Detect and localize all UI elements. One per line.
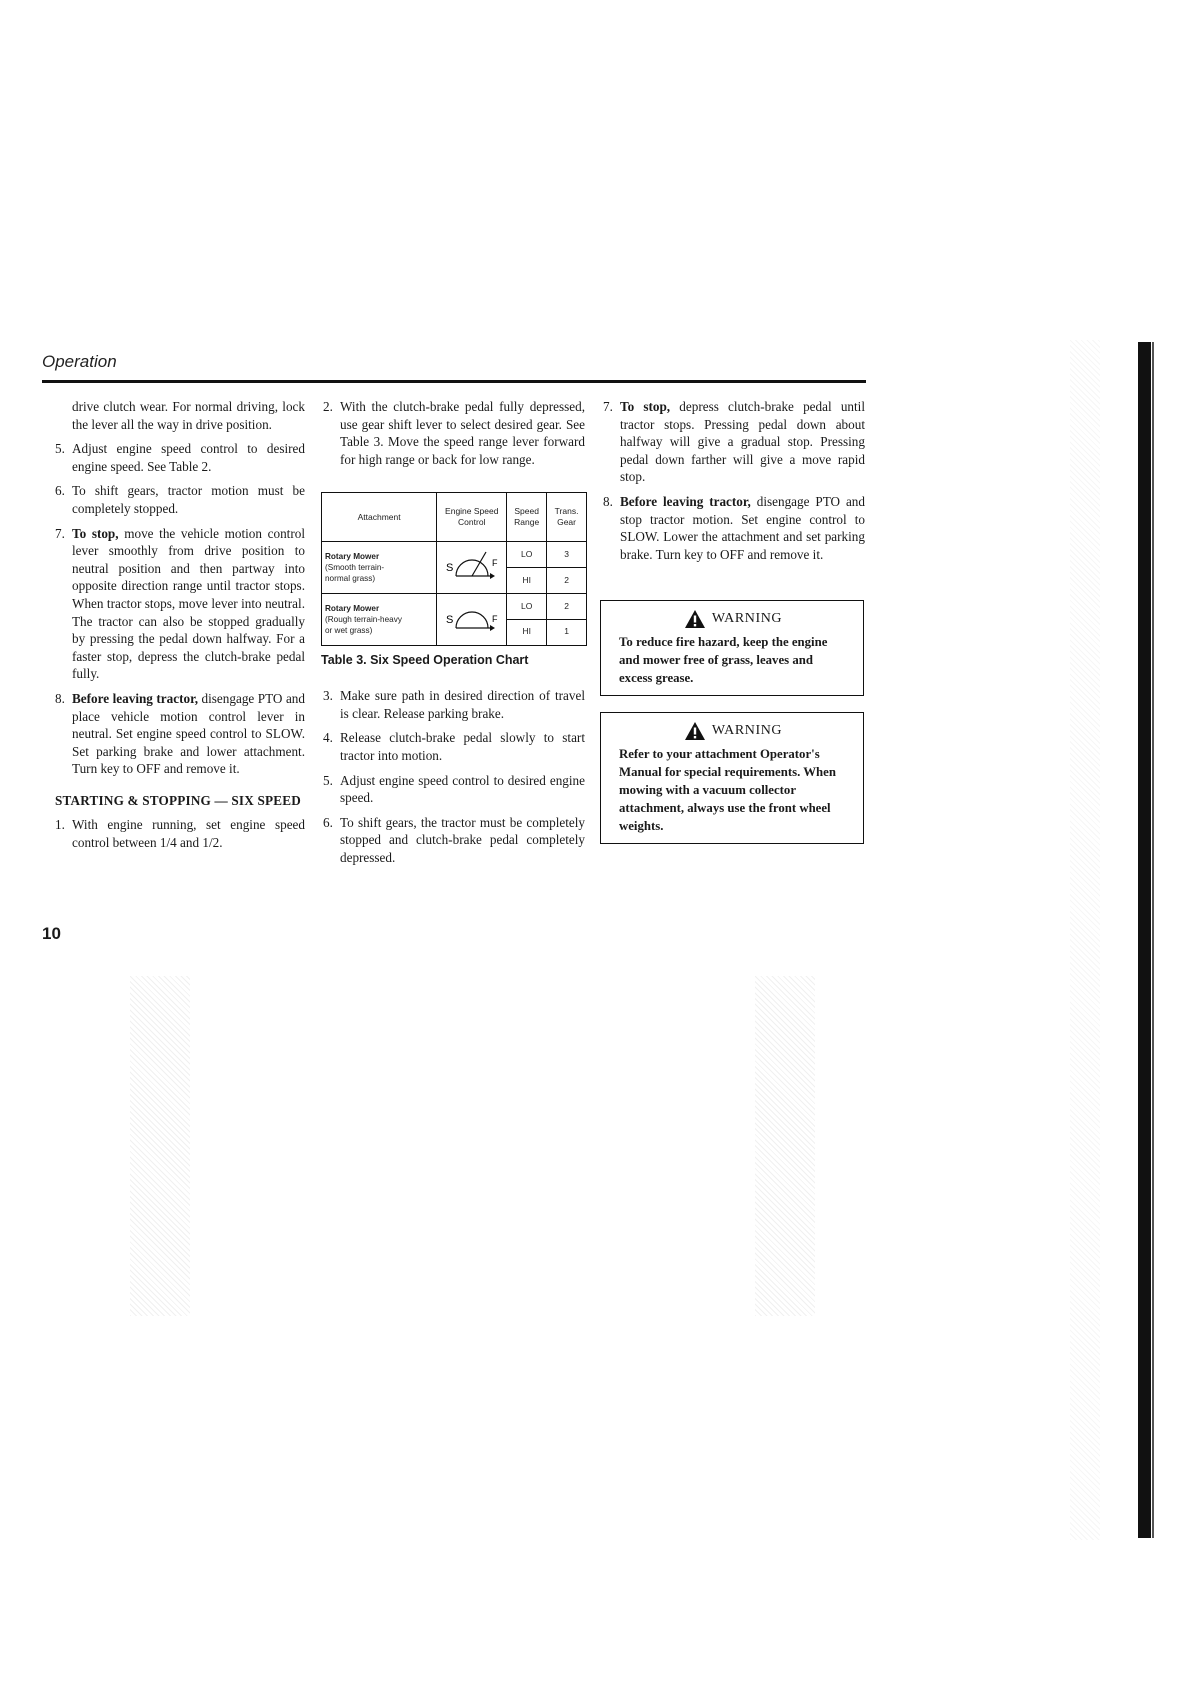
col1-item-5 [55, 440, 305, 475]
header-speed-range: Speed Range [507, 493, 547, 542]
col3-item-8 [603, 493, 865, 563]
scan-noise-left [130, 976, 190, 1316]
speed-dial-full-icon [440, 594, 504, 638]
header-trans-gear: Trans. Gear [547, 493, 587, 542]
speed-dial-half-icon [440, 542, 504, 586]
speed-range-cell: HI [507, 568, 547, 594]
warning-box-attachment [600, 712, 864, 844]
attachment-condition: (Smooth terrain- [325, 563, 385, 573]
item-text: Adjust engine speed control to desired engine speed. See Table 2. [72, 441, 305, 474]
section-title: Operation [42, 352, 117, 371]
warning-triangle-icon [684, 609, 706, 629]
warning-text: Refer to your attachment Operator's Manual for special requirements. When mowing with a vacuum collector attachment, always use the front wheel weights. [619, 747, 836, 834]
attachment-cell [322, 542, 437, 594]
item-bold-lead: To stop, [620, 399, 671, 414]
item-number: 5. [55, 441, 65, 457]
speed-range-cell: LO [507, 593, 547, 619]
subheading-six-speed: STARTING & STOPPING — SIX SPEED [55, 792, 301, 808]
attachment-name: Rotary Mower [325, 552, 380, 562]
warning-triangle-icon [684, 721, 706, 741]
item-bold-lead: Before leaving tractor, [72, 690, 199, 706]
item-text: Adjust engine speed control to desired engine speed. [340, 772, 585, 806]
table-header-row [322, 493, 587, 542]
trans-gear-cell: 2 [547, 568, 587, 594]
col1-item-8 [55, 690, 305, 778]
warning-header [619, 609, 847, 629]
item-text: Release clutch-brake pedal slowly to start tractor into motion. [340, 730, 585, 763]
item-number: 6. [323, 814, 333, 830]
speed-dial-cell [437, 593, 507, 645]
col2-item-5 [323, 772, 585, 807]
trans-gear-cell: 3 [547, 542, 587, 568]
table-row [322, 542, 587, 568]
col1-item-1 [55, 816, 305, 851]
dial-fast-label: F [491, 613, 498, 624]
warning-text: To reduce fire hazard, keep the engine and mower free of grass, leaves and excess grease. [619, 635, 828, 686]
col3-item-7 [603, 398, 865, 486]
item-bold-lead: To stop, [72, 525, 119, 541]
warning-label: WARNING [711, 723, 783, 739]
table-caption: Table 3. Six Speed Operation Chart [321, 652, 529, 667]
header-rule [42, 380, 866, 383]
table-row [322, 593, 587, 619]
item-text: With the clutch-brake pedal fully depressed, use gear shift lever to select desired gear. See Table 3. Move the speed range lever forward for high range or back for low range. [340, 399, 585, 467]
binding-edge-bar [1138, 342, 1151, 1538]
dial-slow-label: S [445, 562, 454, 575]
col1-item-7 [55, 525, 305, 683]
attachment-condition-2: normal grass) [325, 574, 376, 584]
item-number: 4. [323, 730, 333, 746]
item-text: move the vehicle motion control lever smoothly from drive position to neutral position and then partway into opposite direction range until tractor stops. When tractor stops, move lever into neutral. The tractor can also be stopped gradually by pressing the pedal down halfway. For a faster stop, depress the clutch-brake pedal fully. [72, 525, 305, 682]
item-text: Make sure path in desired direction of travel is clear. Release parking brake. [340, 688, 585, 721]
attachment-condition: (Rough terrain-heavy [325, 614, 402, 624]
binding-edge-line [1152, 342, 1154, 1538]
item-number: 8. [55, 690, 65, 706]
item-number: 3. [323, 688, 333, 704]
attachment-cell [322, 593, 437, 645]
item-text: To shift gears, tractor motion must be completely stopped. [72, 483, 305, 516]
item-bold-lead: Before leaving tractor, [620, 493, 751, 509]
attachment-name: Rotary Mower [325, 603, 380, 613]
header-engine-speed: Engine Speed Control [437, 493, 507, 542]
item-number: 1. [55, 817, 65, 833]
col2-item-2 [323, 398, 585, 468]
item-number: 2. [323, 399, 333, 414]
column-middle [323, 398, 585, 874]
page-number: 10 [42, 924, 61, 943]
item-text: disengage PTO and place vehicle motion control lever in neutral. Set engine speed control to SLOW. Set parking brake and lower attachment. Turn key to OFF and remove it. [72, 690, 305, 777]
item-text: To shift gears, the tractor must be completely stopped and clutch-brake pedal completely depressed. [340, 814, 585, 865]
column-right [603, 398, 865, 860]
dial-fast-label: F [491, 558, 498, 569]
item-text: depress clutch-brake pedal until tractor stops. Pressing pedal down about halfway will give a gradual stop. Pressing pedal down farther will give a move rapid stop. [620, 399, 865, 485]
col2-item-3 [323, 687, 585, 722]
item-number: 5. [323, 772, 333, 788]
speed-range-cell: HI [507, 619, 547, 645]
speed-range-cell: LO [507, 542, 547, 568]
trans-gear-cell: 1 [547, 619, 587, 645]
six-speed-chart [321, 492, 587, 645]
warning-box-fire [600, 600, 864, 696]
header-attachment: Attachment [322, 493, 437, 542]
item-text: With engine running, set engine speed control between 1/4 and 1/2. [72, 817, 305, 851]
dial-slow-label: S [445, 613, 454, 626]
column-left [55, 398, 305, 859]
attachment-condition-2: or wet grass) [325, 625, 373, 635]
scan-noise-right [755, 976, 815, 1316]
item-number: 7. [603, 399, 613, 414]
warning-header [619, 721, 847, 741]
item-number: 8. [603, 493, 613, 509]
item-number: 7. [55, 525, 65, 541]
col1-item-6 [55, 482, 305, 517]
speed-dial-cell [437, 542, 507, 594]
col2-item-4 [323, 729, 585, 764]
trans-gear-cell: 2 [547, 593, 587, 619]
scan-noise-edge [1070, 340, 1100, 1540]
warning-label: WARNING [711, 611, 783, 627]
col1-intro: drive clutch wear. For normal driving, lock the lever all the way in drive position. [72, 399, 305, 432]
item-number: 6. [55, 483, 65, 499]
item-text: disengage PTO and stop tractor motion. Set engine control to SLOW. Lower the attachment and set parking brake. Turn key to OFF and remove it. [620, 493, 865, 562]
col2-item-6 [323, 814, 585, 867]
